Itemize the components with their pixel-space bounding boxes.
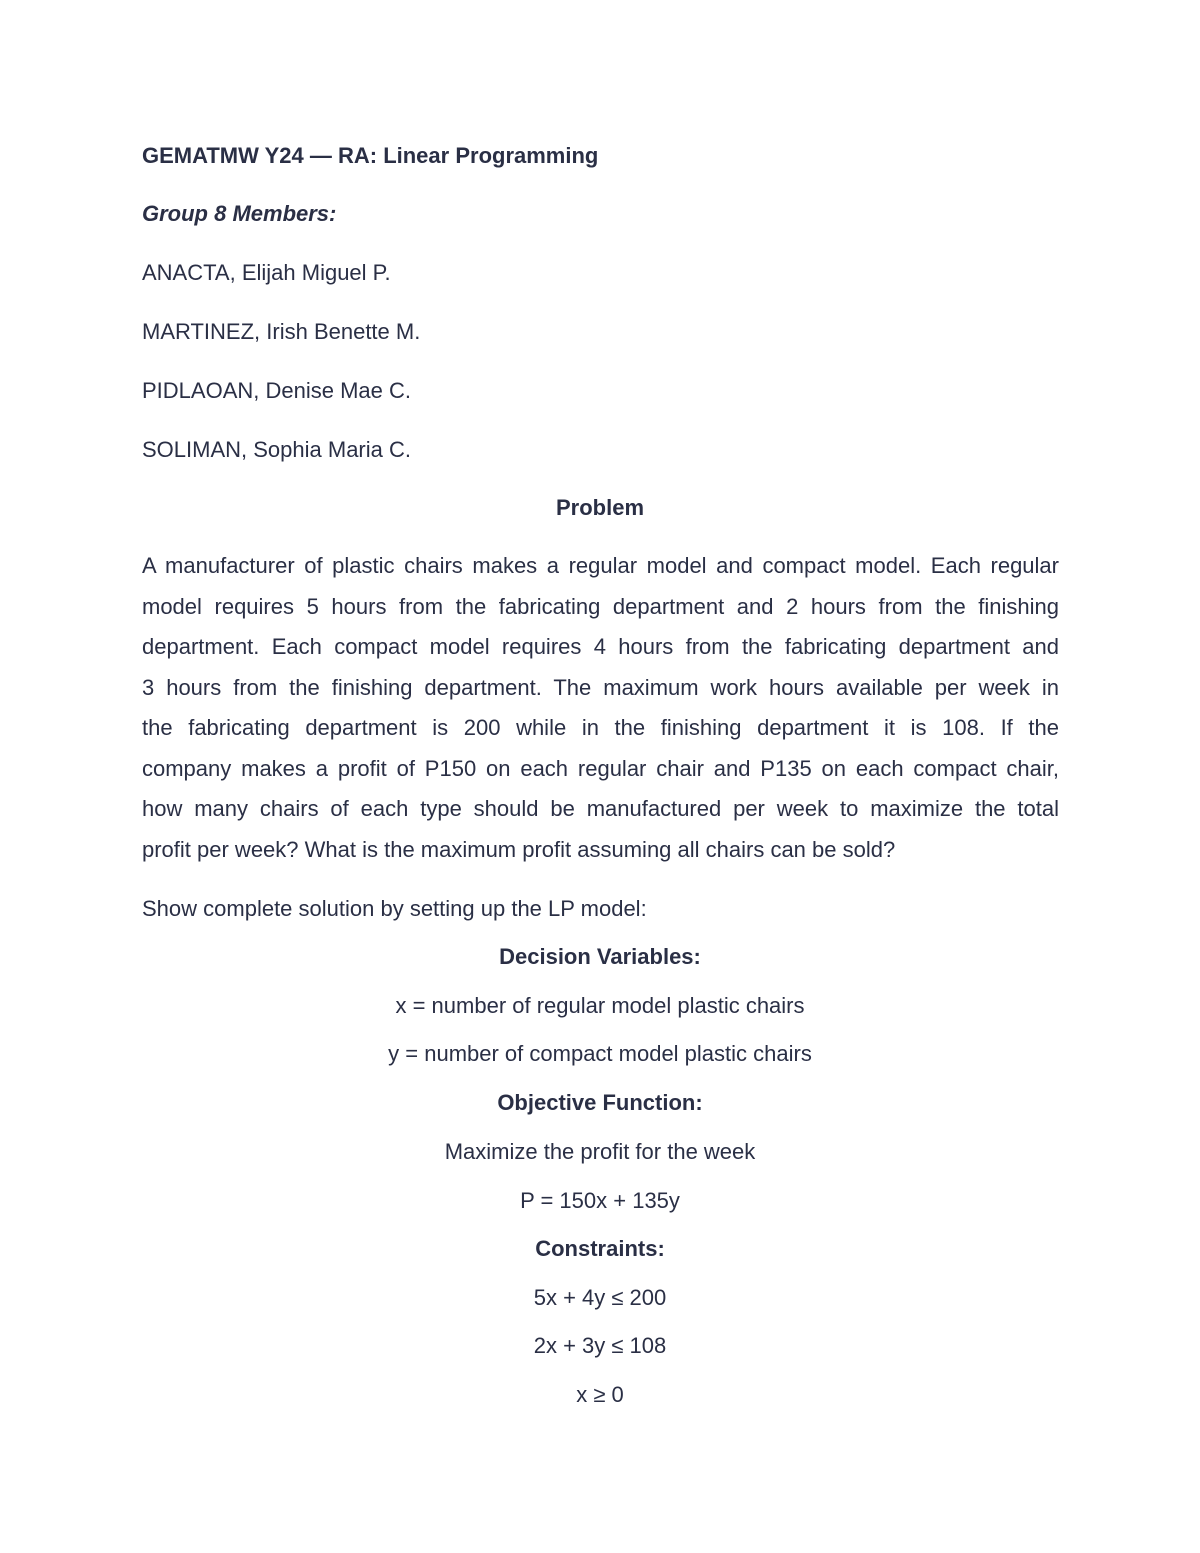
problem-line: 3 hours from the finishing department. The maximum work hours available per week in [142,674,1059,700]
member-1: ANACTA, Elijah Miguel P. [142,260,391,285]
decision-variable-y: y = number of compact model plastic chairs [388,1041,812,1066]
member-3: PIDLAOAN, Denise Mae C. [142,378,411,403]
constraints-heading: Constraints: [535,1236,665,1261]
constraint-1: 5x + 4y ≤ 200 [533,1285,667,1310]
objective-formula: P = 150x + 135y [520,1188,680,1213]
objective-function-heading: Objective Function: [497,1090,703,1115]
member-4: SOLIMAN, Sophia Maria C. [142,437,411,462]
decision-variables-heading: Decision Variables: [499,944,701,969]
problem-statement [142,546,1059,870]
constraint-2: 2x + 3y ≤ 108 [533,1333,667,1358]
decision-variable-x: x = number of regular model plastic chairs [395,993,805,1018]
group-label: Group 8 Members: [142,201,337,226]
problem-line: profit per week? What is the maximum profit assuming all chairs can be sold? [142,836,896,862]
member-2: MARTINEZ, Irish Benette M. [142,319,421,344]
problem-line: how many chairs of each type should be manufactured per week to maximize the total [142,796,1059,821]
objective-description: Maximize the profit for the week [444,1139,756,1164]
problem-line: company makes a profit of P150 on each regular chair and P135 on each compact chair, [142,755,1059,781]
problem-line: the fabricating department is 200 while in the finishing department it is 108. If the [142,715,1059,740]
problem-line: model requires 5 hours from the fabricating department and 2 hours from the finishing [142,593,1059,619]
constraint-3: x ≥ 0 [576,1382,624,1407]
problem-line: department. Each compact model requires 4 hours from the fabricating department and [142,634,1059,659]
problem-line: A manufacturer of plastic chairs makes a regular model and compact model. Each regular [142,553,1059,578]
problem-heading: Problem [555,495,645,520]
document-title: GEMATMW Y24 — RA: Linear Programming [142,143,599,168]
instruction-text: Show complete solution by setting up the LP model: [142,896,647,921]
